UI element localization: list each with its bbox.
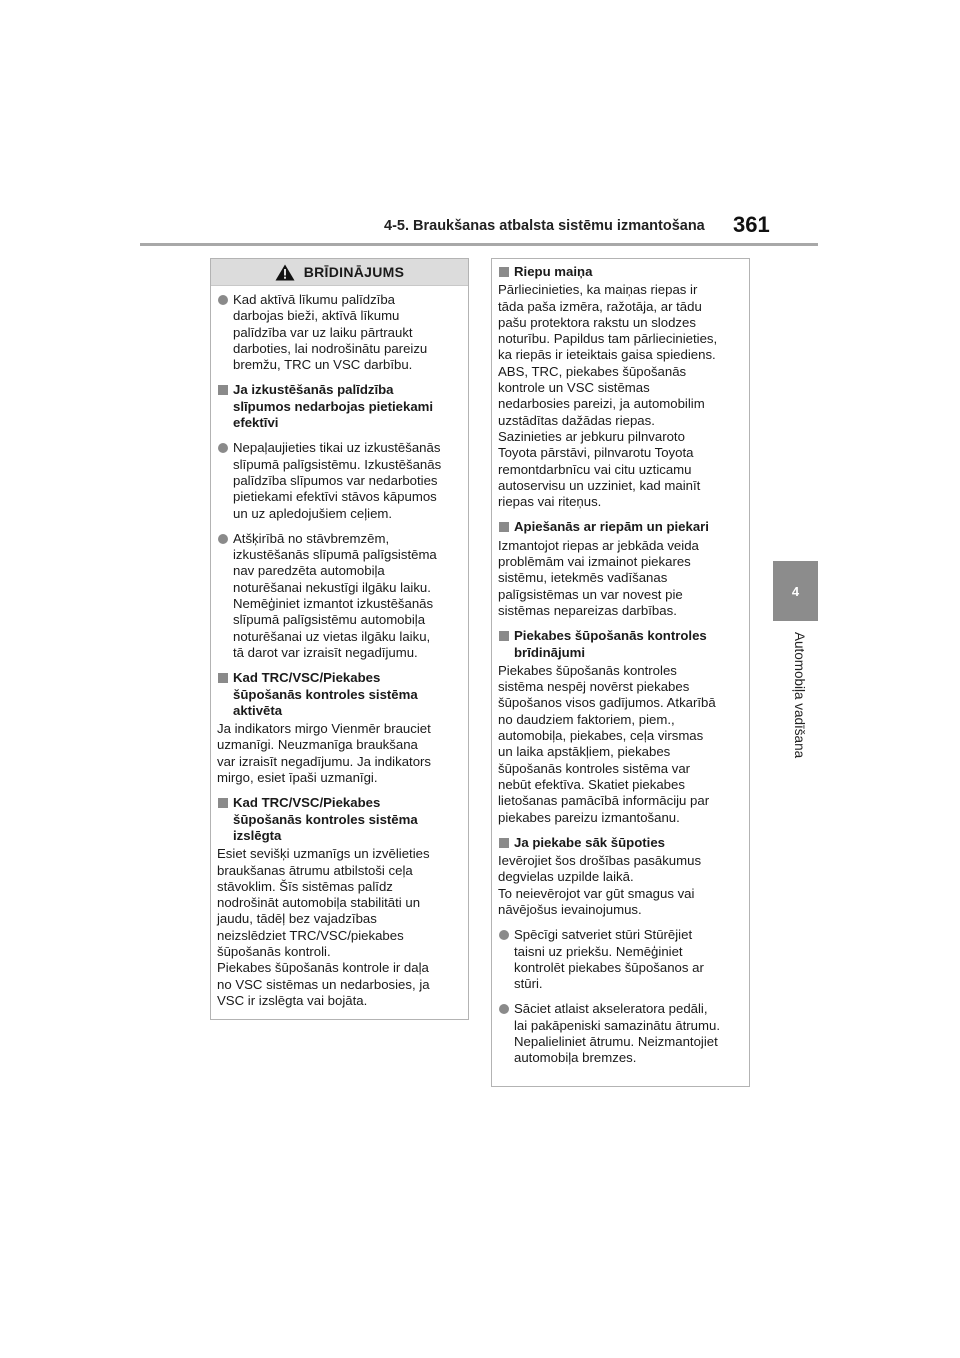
chapter-tab: 4 bbox=[773, 561, 818, 621]
chapter-label: Automobiļa vadīšana bbox=[792, 632, 807, 759]
paragraph: Esiet sevišķi uzmanīgs un izvēlieties braukšanas ātrumu atbilstoši ceļa stāvoklim. Šīs sistēmas palīdz nodrošināt automobiļa stabilitāti un jaudu, tādēļ bez vajadzības neizslēdziet TRC/VSC/piekabes šūpošanās kontroli. Piekabes šūpošanās kontrole ir daļa no VSC sistēmas un nedarbosies, ja VSC ir izslēgta vai bojāta. bbox=[217, 846, 430, 1008]
bullet-dot-icon bbox=[499, 930, 509, 940]
section-heading: Riepu maiņa bbox=[498, 264, 743, 280]
bullet-item bbox=[217, 292, 462, 373]
bullet-text: Atšķirībā no stāvbremzēm, izkustēšanās slīpumā palīgsistēma nav paredzēta automobiļa noturēšanai nekustīgi ilgāku laiku. Nemēģiniet izmantot izkustēšanās slīpumā palīgsistēmu automobiļa noturēšanai uz vietas ilgāku laiku, tā darot var izraisīt negadījumu. bbox=[233, 530, 437, 660]
section-heading: Kad TRC/VSC/Piekabes šūpošanās kontroles sistēma izslēgta bbox=[217, 795, 462, 844]
square-bullet-icon bbox=[218, 673, 228, 683]
square-bullet-icon bbox=[218, 798, 228, 808]
warning-header bbox=[211, 259, 468, 286]
section-heading: Apiešanās ar riepām un piekari bbox=[498, 519, 743, 535]
section-heading: Ja piekabe sāk šūpoties bbox=[498, 835, 743, 851]
bullet-item bbox=[217, 531, 462, 661]
bullet-dot-icon bbox=[218, 443, 228, 453]
section-heading: Piekabes šūpošanās kontroles brīdinājumi bbox=[498, 628, 743, 661]
header-divider bbox=[140, 243, 818, 246]
bullet-text: Spēcīgi satveriet stūri Stūrējiet taisni uz priekšu. Nemēģiniet kontrolēt piekabes šūpošanos ar stūri. bbox=[514, 927, 704, 992]
square-bullet-icon bbox=[499, 267, 509, 277]
section-title: 4-5. Braukšanas atbalsta sistēmu izmantošana bbox=[384, 218, 705, 234]
square-bullet-icon bbox=[499, 522, 509, 532]
warning-title: BRĪDINĀJUMS bbox=[303, 263, 405, 280]
bullet-item bbox=[498, 927, 743, 992]
bullet-item bbox=[217, 440, 462, 521]
bullet-text: Nepaļaujieties tikai uz izkustēšanās slīpumā palīgsistēmu. Izkustēšanās palīdzība slīpumos var nedarboties pietiekami efektīvi stāvos kāpumos un uz apledojušiem ceļiem. bbox=[233, 440, 442, 521]
bullet-dot-icon bbox=[218, 295, 228, 305]
page-number: 361 bbox=[733, 212, 770, 237]
bullet-text: Sāciet atlaist akseleratora pedāli, lai pakāpeniski samazinātu ātrumu. Nepalieliniet ātrumu. Neizmantojiet automobiļa bremzes. bbox=[514, 1001, 720, 1066]
paragraph: Ja indikators mirgo Vienmēr brauciet uzmanīgi. Neuzmanīga braukšana var izraisīt negadījumu. Ja indikators mirgo, esiet īpaši uzmanīgi. bbox=[217, 721, 432, 786]
bullet-dot-icon bbox=[499, 1004, 509, 1014]
paragraph: Piekabes šūpošanās kontroles sistēma nespēj novērst piekabes šūpošanos visos gadījumos. Atkarībā no daudziem faktoriem, piem., automobiļa, piekabes, ceļa virsmas un laika apstākļiem, piekabes šūpošanās kontroles sistēma var nebūt efektīva. Skatiet piekabes lietošanas pamācībā informāciju par piekabes pareizu izmantošanu. bbox=[498, 662, 716, 825]
info-box bbox=[491, 258, 750, 1087]
square-bullet-icon bbox=[499, 631, 509, 641]
paragraph: Izmantojot riepas ar jebkāda veida problēmām vai izmainot piekares sistēmu, ietekmēs vadīšanas palīgsistēmas un var novest pie sistēmas nepareizas darbības. bbox=[498, 537, 699, 618]
paragraph: Pārliecinieties, ka maiņas riepas ir tāda paša izmēra, ražotāja, ar tādu pašu protektora rakstu un slodzes noturību. Papildus tam pārliecinieties, ka riepās ir ieteiktais gaisa spiediens. ABS, TRC, piekabes šūpošanās kontrole un VSC sistēmas nedarbosies pareizi, ja automobilim uzstādītas dažādas riepas. Sazinieties ar jebkuru pilnvaroto Toyota pārstāvi, pilnvarotu Toyota remontdarbnīcu vai citu uzticamu autoservisu un uzziniet, kad mainīt riepas vai riteņus. bbox=[498, 282, 718, 510]
bullet-dot-icon bbox=[218, 534, 228, 544]
bullet-item bbox=[498, 1001, 743, 1066]
square-bullet-icon bbox=[218, 385, 228, 395]
section-heading: Kad TRC/VSC/Piekabes šūpošanās kontroles sistēma aktivēta bbox=[217, 670, 462, 719]
square-bullet-icon bbox=[499, 838, 509, 848]
warning-triangle-icon bbox=[275, 264, 295, 281]
section-heading: Ja izkustēšanās palīdzība slīpumos nedarbojas pietiekami efektīvi bbox=[217, 382, 462, 431]
paragraph: Ievērojiet šos drošības pasākumus degvielas uzpilde laikā. To neievērojot var gūt smagus vai nāvējošus ievainojumus. bbox=[498, 853, 702, 917]
bullet-text: Kad aktīvā līkumu palīdzība darbojas bieži, aktīvā līkumu palīdzība var uz laiku pārtraukt darboties, lai nodrošinātu pareizu bremžu, TRC un VSC darbību. bbox=[233, 292, 428, 373]
warning-box bbox=[210, 258, 469, 1020]
